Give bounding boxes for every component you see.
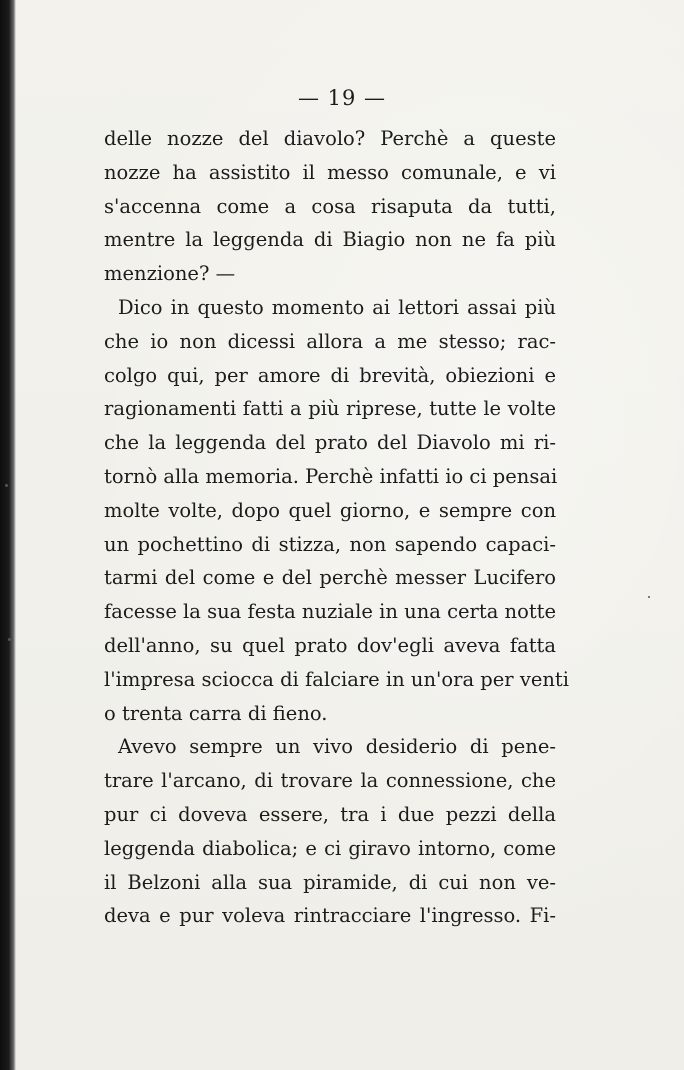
ink-speck	[5, 484, 8, 487]
text-line: un pochettino di stizza, non sapendo capaci-	[104, 532, 556, 556]
ink-speck	[648, 596, 650, 598]
text-line: leggenda diabolica; e ci giravo intorno, come	[104, 836, 556, 860]
text-line: che io non dicessi allora a me stesso; rac-	[104, 329, 556, 353]
text-line: ragionamenti fatti a più riprese, tutte le volte	[104, 397, 556, 421]
body-text	[104, 122, 570, 933]
text-line: dell'anno, su quel prato dov'egli aveva fatta	[104, 633, 556, 657]
text-line: mentre la leggenda di Biagio non ne fa più	[104, 228, 556, 252]
text-line: trare l'arcano, di trovare la connessione, che	[104, 769, 556, 793]
text-line: delle nozze del diavolo? Perchè a queste	[104, 127, 556, 150]
book-spine-shadow	[0, 0, 16, 1070]
text-line: che la leggenda del prato del Diavolo mi ri-	[104, 431, 556, 455]
text-line: colgo qui, per amore di brevità, obiezioni e	[104, 363, 556, 387]
text-line: il Belzoni alla sua piramide, di cui non ve-	[104, 870, 556, 894]
text-line: pur ci doveva essere, tra i due pezzi della	[104, 802, 556, 826]
text-line: nozze ha assistito il messo comunale, e vi	[104, 160, 556, 184]
text-line: o trenta carra di fieno.	[104, 701, 328, 725]
text-line: s'accenna come a cosa risaputa da tutti,	[104, 194, 556, 218]
text-line: tarmi del come e del perchè messer Lucifero	[104, 566, 556, 590]
ink-speck	[8, 638, 11, 641]
text-line: Avevo sempre un vivo desiderio di pene-	[118, 735, 556, 759]
text-line: menzione? —	[104, 262, 236, 286]
page-number: — 19 —	[297, 86, 387, 110]
text-line: facesse la sua festa nuziale in una certa notte	[104, 600, 557, 624]
text-line: tornò alla memoria. Perchè infatti io ci pensai	[104, 464, 558, 488]
text-line: Dico in questo momento ai lettori assai più	[118, 295, 556, 319]
text-line: l'impresa sciocca di falciare in un'ora per venti	[104, 667, 570, 691]
text-line: deva e pur voleva rintracciare l'ingresso. Fi-	[104, 904, 556, 928]
text-line: molte volte, dopo quel giorno, e sempre con	[104, 498, 556, 522]
